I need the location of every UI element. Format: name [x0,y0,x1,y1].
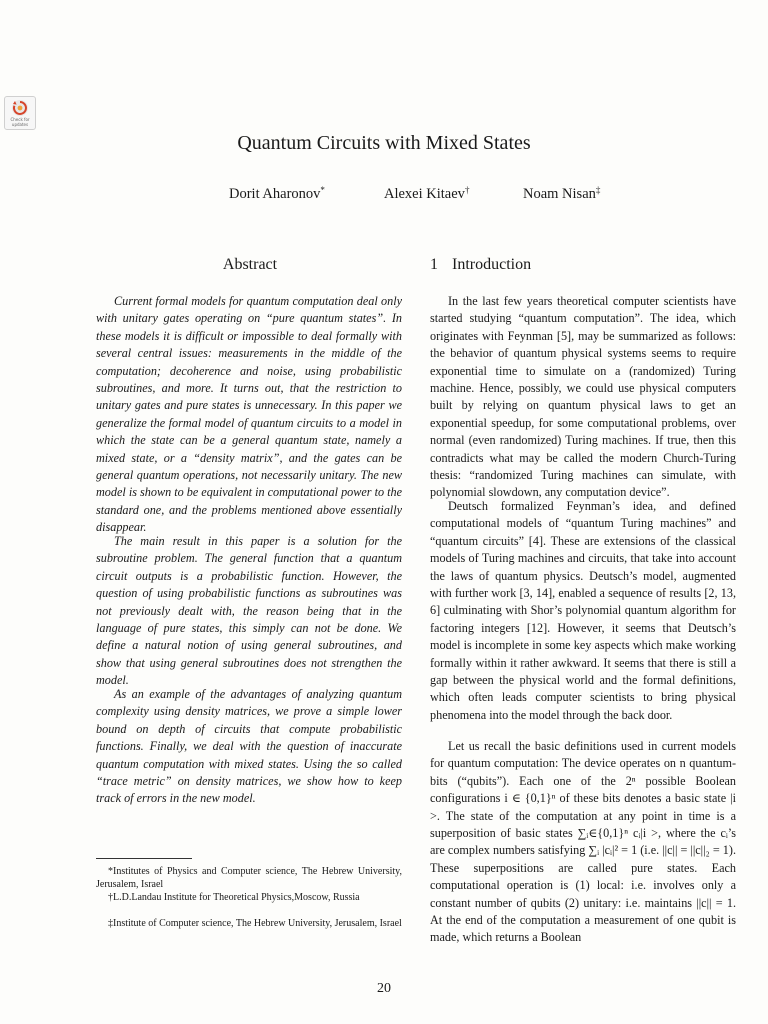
section-heading [430,256,531,274]
author-name: Noam Nisan [523,186,596,202]
section-title: Introduction [452,256,532,273]
author-aharonov [229,185,325,203]
intro-paragraph: Deutsch formalized Feynman’s idea, and defined computational models of “quantum Turing machines” and “quantum circuits” [4]. These are extensions of the classical models of Turing machines and circuits, that take into account the laws of quantum physics. Deutsch’s model, augmented with further work [3, 14], enabled a sequence of results [2, 13, 6] culminating with Shor’s polynomial quantum algorithm for factoring integers [12]. However, it seems that Deutsch’s model is incomplete in some key aspects which make working formally within it rather awkward. It seems that there is still a gap between the physical world and the formal definitions, which often leads computer scientists to bring physical phenomena into the model through the back door. [430,499,736,722]
author-mark: † [464,185,470,195]
author-mark: * [320,185,325,195]
update-icon [11,99,29,117]
abstract-paragraph: Current formal models for quantum computation deal only with unitary gates operating on “pure quantum states”. In these models it is difficult or impossible to deal formally with several central issues: measurements in the middle of the computation; decoherence and noise, using probabilistic subroutines, and more. It turns out, that the restriction to unitary gates and pure states is unnecessary. In this paper we generalize the formal model of quantum circuits to a model in which the state can be a general quantum state, namely a mixed state, or a “density matrix”, and the gates can be general quantum operations, not necessarily unitary. The new model is shown to be equivalent in computational power to the standard one, and the problems mentioned above essentially disappear. [96,294,403,535]
paper-title: Quantum Circuits with Mixed States [237,132,531,154]
author-name: Alexei Kitaev [384,186,465,202]
abstract-paragraph: The main result in this paper is a solution for the subroutine problem. The general function that a quantum circuit outputs is a probabilistic function. However, the question of using probabilistic functions as subroutines was not previously dealt with, the reason being that in the language of pure states, this simply can not be done. We define a natural notion of using general subroutines, and show that using general subroutines does not strengthen the model. [96,534,402,688]
check-for-updates-badge[interactable] [4,96,36,130]
footnote: ‡Institute of Computer science, The Hebrew University, Jerusalem, Israel [108,918,402,929]
abstract-heading: Abstract [222,256,278,273]
badge-label: Check for updates [10,117,30,127]
page-number: 20 [377,981,391,996]
intro-paragraph: Let us recall the basic definitions used in current models for quantum computation: The device operates on n quantum-bits (“qubits”). Each one of the 2ⁿ possible Boolean configurations i ∈ {0,1}ⁿ of these bits denotes a basic state |i >. The state of the computation at any point in time is a superposition of basic states ∑ᵢ∈{0,1}ⁿ cᵢ|i >, where the cᵢ’s are complex numbers satisfying ∑ᵢ |cᵢ|² = 1 (i.e. ||c|| = ||c||₂ = 1). These superpositions are called pure states. Each computational operation is (1) local: i.e. involves only a constant number of qubits (2) unitary: i.e. maintains ||c|| = 1. At the end of the computation a measurement of one qubit is made, which returns a Boolean [430,739,736,945]
author-kitaev [384,185,469,203]
footnote-divider [96,858,192,859]
author-name: Dorit Aharonov [229,186,321,202]
footnote: *Institutes of Physics and Computer science, The Hebrew University, Jerusalem, Israel [96,866,402,890]
footnote: †L.D.Landau Institute for Theoretical Physics,Moscow, Russia [108,892,360,903]
intro-paragraph: In the last few years theoretical computer scientists have started studying “quantum computation”. The idea, which originates with Feynman [5], may be summarized as follows: the behavior of quantum physical systems seems to require exponential time to simulate on a (randomized) Turing machine. Hence, possibly, we could use physical computers built by relying on quantum physical laws to get an exponential speedup, for some computational problems, over normal (even randomized) Turing machines. If true, then this contradicts what may be called the modern Church-Turing thesis: “randomized Turing machines can simulate, with polynomial slowdown, any computation device”. [430,294,736,500]
author-mark: ‡ [595,185,601,195]
abstract-paragraph: As an example of the advantages of analyzing quantum complexity using density matrices, we prove a simple lower bound on depth of circuits that compute probabilistic functions. Finally, we deal with the question of inaccurate quantum computation with mixed states. Using the so called “trace metric” on density matrices, we show how to keep track of errors in the new model. [96,687,402,806]
section-number: 1 [430,256,438,273]
author-nisan [523,185,600,203]
